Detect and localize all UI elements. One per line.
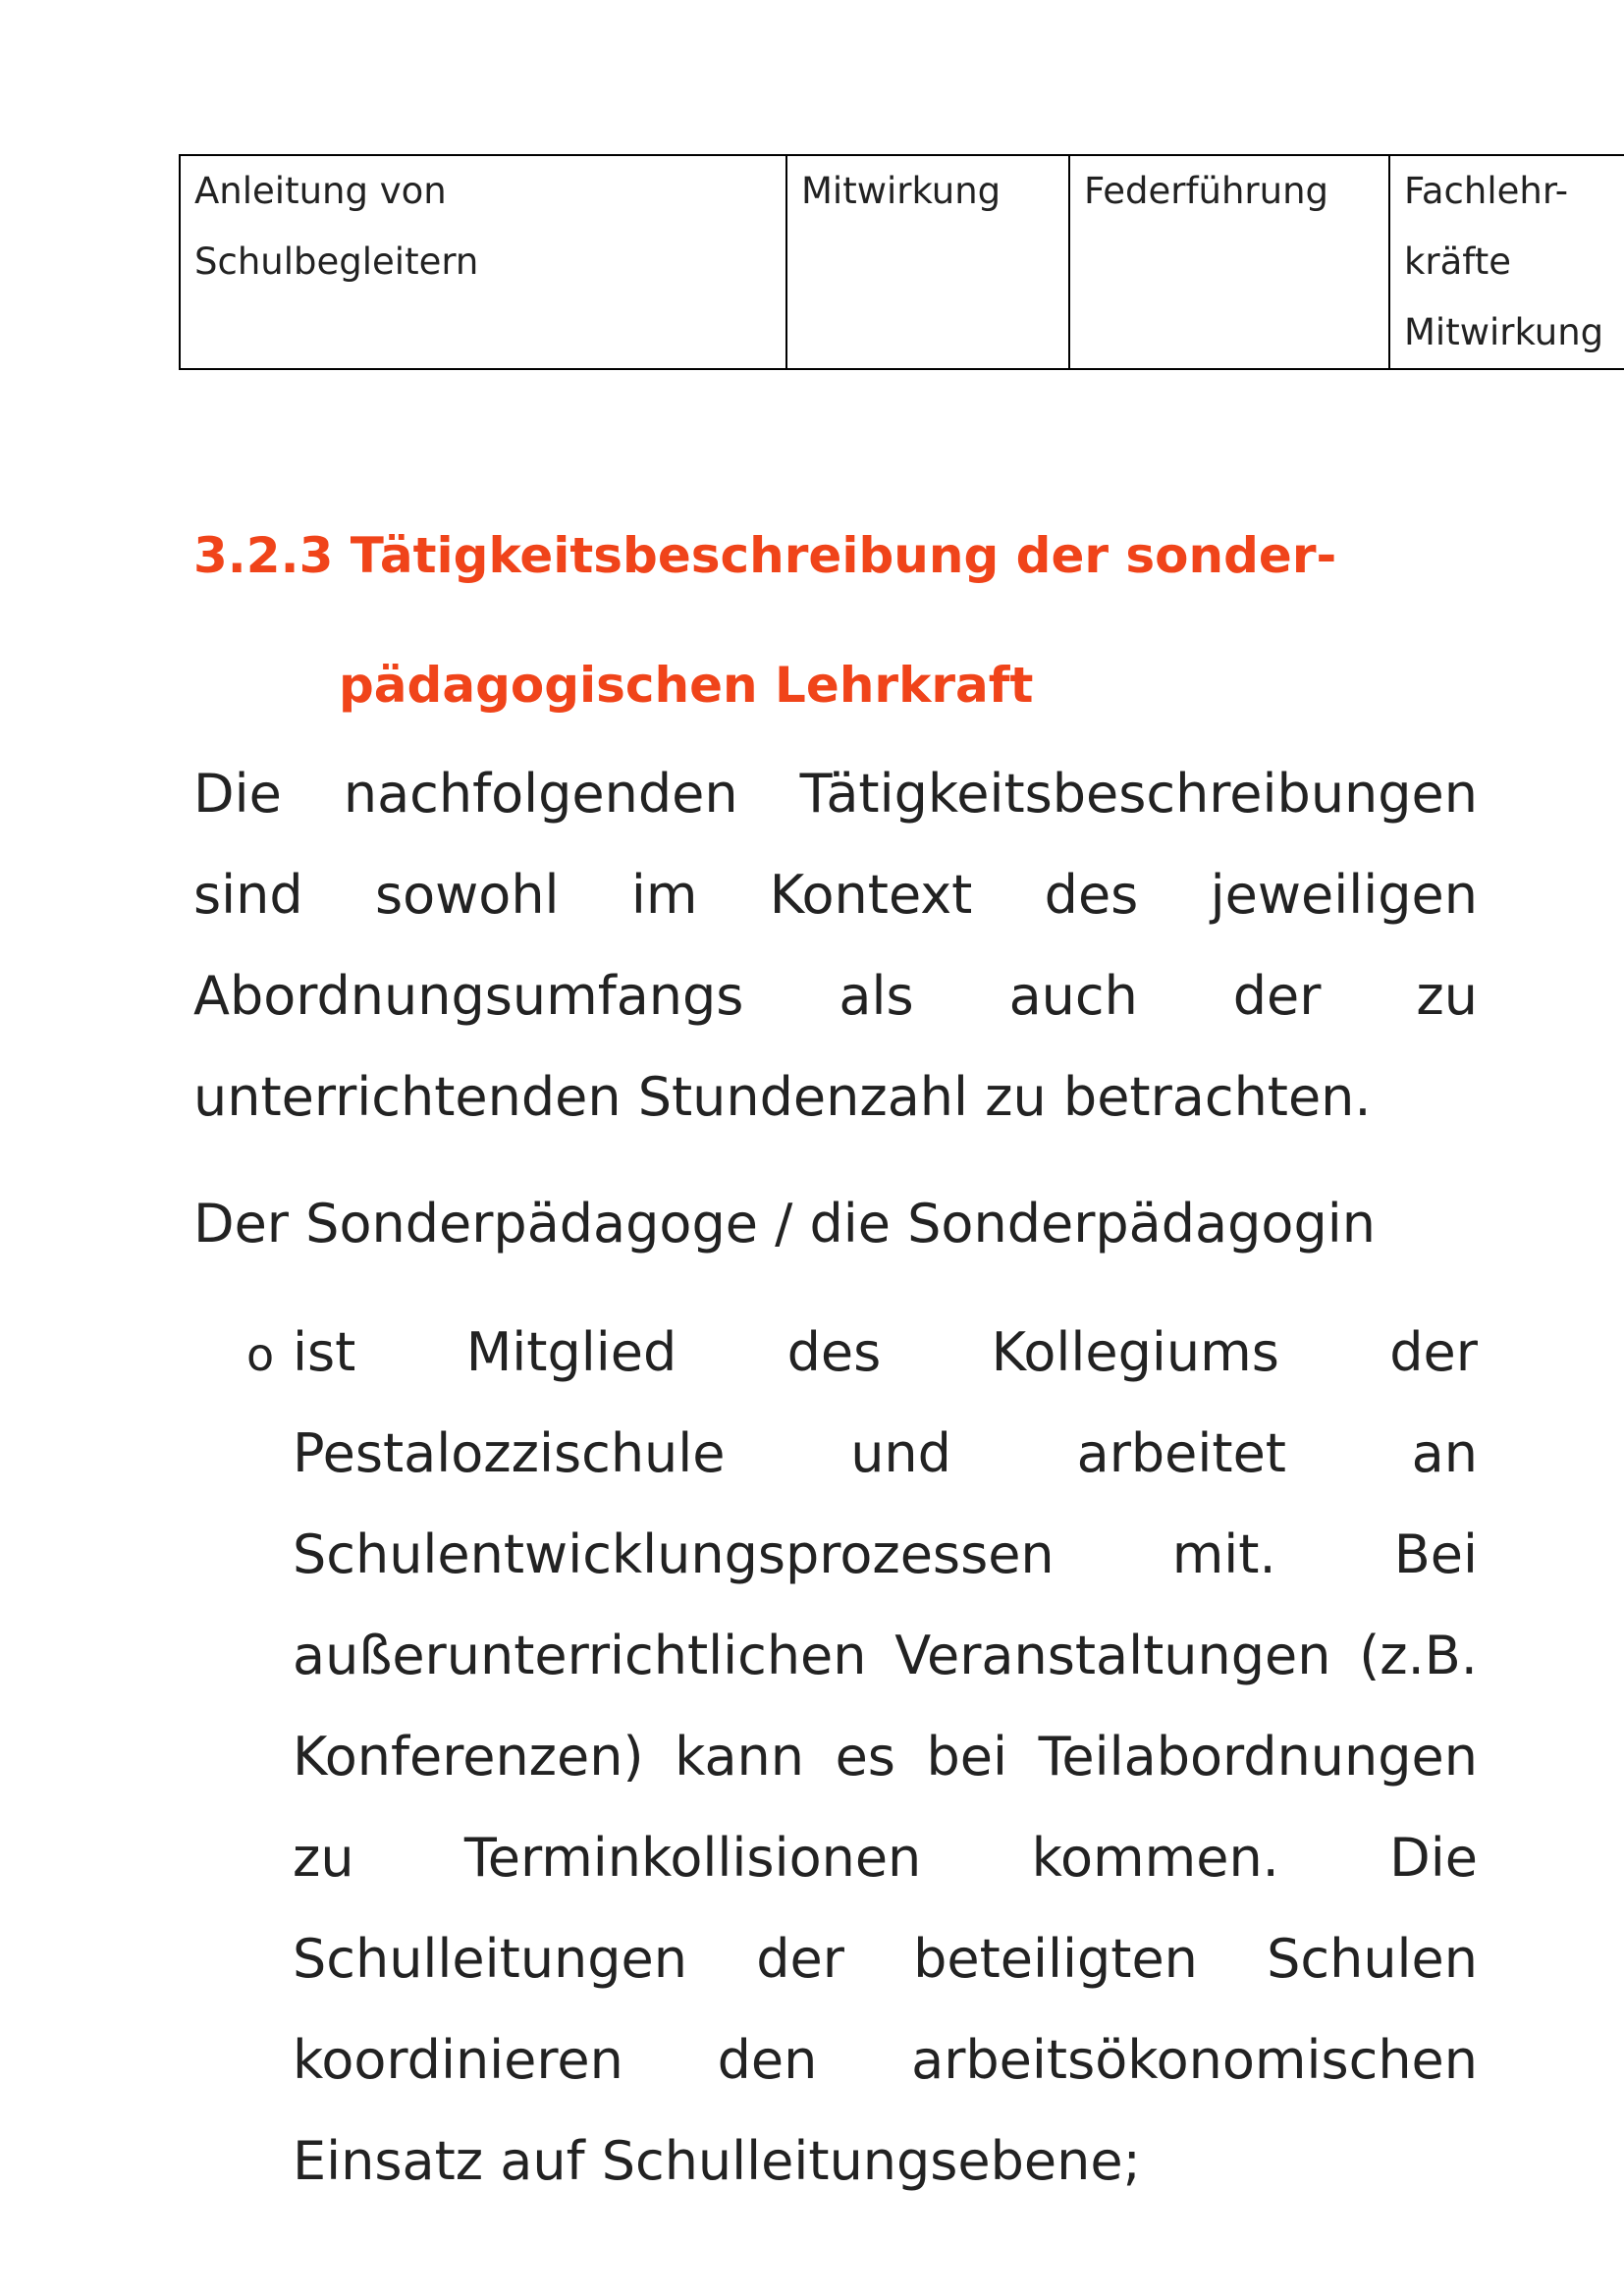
word: als bbox=[839, 965, 914, 1027]
cell-text: Mitwirkung bbox=[801, 170, 1001, 212]
word: des bbox=[1044, 864, 1139, 926]
bullet-marker: o bbox=[246, 1328, 275, 1381]
word: Konferenzen) bbox=[293, 1726, 644, 1788]
table-cell-role-1 bbox=[786, 155, 1069, 369]
heading-line-1: 3.2.3 Tätigkeitsbeschreibung der sonder- bbox=[193, 527, 1337, 584]
word: Schulen bbox=[1267, 1928, 1478, 1990]
word: des bbox=[786, 1321, 882, 1383]
table-row bbox=[180, 155, 1624, 369]
table-cell-task bbox=[180, 155, 786, 369]
justified-line bbox=[293, 1807, 1478, 1908]
word: Teilabordnungen bbox=[1038, 1726, 1478, 1788]
word: und bbox=[850, 1422, 951, 1484]
word: sind bbox=[193, 864, 303, 926]
paragraph-line: Der Sonderpädagoge / die Sonderpädagogin bbox=[193, 1193, 1376, 1255]
intro-paragraph bbox=[193, 743, 1478, 1148]
word: zu bbox=[293, 1827, 354, 1889]
word: der bbox=[756, 1928, 844, 1990]
word: Pestalozzischule bbox=[293, 1422, 726, 1484]
bullet-item bbox=[293, 1302, 1478, 2212]
word: Kollegiums bbox=[991, 1321, 1279, 1383]
word: (z.B. bbox=[1359, 1625, 1478, 1686]
word: Bei bbox=[1393, 1523, 1478, 1585]
word: den bbox=[717, 2029, 818, 2091]
last-line: Einsatz auf Schulleitungsebene; bbox=[293, 2130, 1141, 2192]
word: beteiligten bbox=[913, 1928, 1198, 1990]
table-cell-role-2 bbox=[1069, 155, 1389, 369]
justified-line bbox=[193, 743, 1478, 844]
word: der bbox=[1389, 1321, 1478, 1383]
table-cell-role-3 bbox=[1389, 155, 1624, 369]
word: kommen. bbox=[1031, 1827, 1279, 1889]
cell-text: kräfte bbox=[1404, 240, 1511, 283]
word: jeweiligen bbox=[1210, 864, 1478, 926]
responsibility-table bbox=[179, 154, 1624, 370]
word: Terminkollisionen bbox=[463, 1827, 922, 1889]
word: arbeitsökonomischen bbox=[911, 2029, 1478, 2091]
cell-text: Federführung bbox=[1084, 170, 1329, 212]
word: koordinieren bbox=[293, 2029, 623, 2091]
last-line: unterrichtenden Stundenzahl zu betrachten. bbox=[193, 1066, 1372, 1128]
word: Veranstaltungen bbox=[894, 1625, 1331, 1686]
word: auch bbox=[1008, 965, 1138, 1027]
cell-text: Fachlehr- bbox=[1404, 170, 1569, 212]
justified-line bbox=[293, 1706, 1478, 1807]
word: an bbox=[1411, 1422, 1478, 1484]
section-heading bbox=[193, 491, 1336, 750]
word: der bbox=[1232, 965, 1322, 1027]
cell-text: Anleitung von bbox=[194, 170, 447, 212]
word: kann bbox=[675, 1726, 804, 1788]
cell-text: Schulbegleitern bbox=[194, 240, 479, 283]
word: Die bbox=[1389, 1827, 1478, 1889]
word: bei bbox=[926, 1726, 1008, 1788]
word: mit. bbox=[1171, 1523, 1276, 1585]
word: nachfolgenden bbox=[343, 763, 738, 825]
subject-paragraph bbox=[193, 1173, 1478, 1274]
justified-line bbox=[193, 945, 1478, 1046]
justified-line bbox=[293, 1605, 1478, 1706]
justified-line bbox=[193, 844, 1478, 945]
word: sowohl bbox=[374, 864, 560, 926]
word: im bbox=[630, 864, 698, 926]
word: es bbox=[835, 1726, 895, 1788]
justified-line bbox=[293, 2009, 1478, 2110]
heading-line-2: pädagogischen Lehrkraft bbox=[339, 657, 1034, 714]
justified-line bbox=[293, 1302, 1478, 1403]
word: außerunterrichtlichen bbox=[293, 1625, 867, 1686]
word: Mitglied bbox=[465, 1321, 677, 1383]
word: ist bbox=[293, 1321, 356, 1383]
word: Die bbox=[193, 763, 282, 825]
word: Schulleitungen bbox=[293, 1928, 687, 1990]
justified-line bbox=[293, 1908, 1478, 2009]
word: Schulentwicklungsprozessen bbox=[293, 1523, 1055, 1585]
word: arbeitet bbox=[1076, 1422, 1286, 1484]
word: Tätigkeitsbeschreibungen bbox=[799, 763, 1478, 825]
justified-line bbox=[293, 1403, 1478, 1504]
cell-text: Mitwirkung bbox=[1404, 311, 1604, 353]
word: zu bbox=[1416, 965, 1478, 1027]
justified-line bbox=[293, 1504, 1478, 1605]
word: Abordnungsumfangs bbox=[193, 965, 744, 1027]
word: Kontext bbox=[769, 864, 973, 926]
